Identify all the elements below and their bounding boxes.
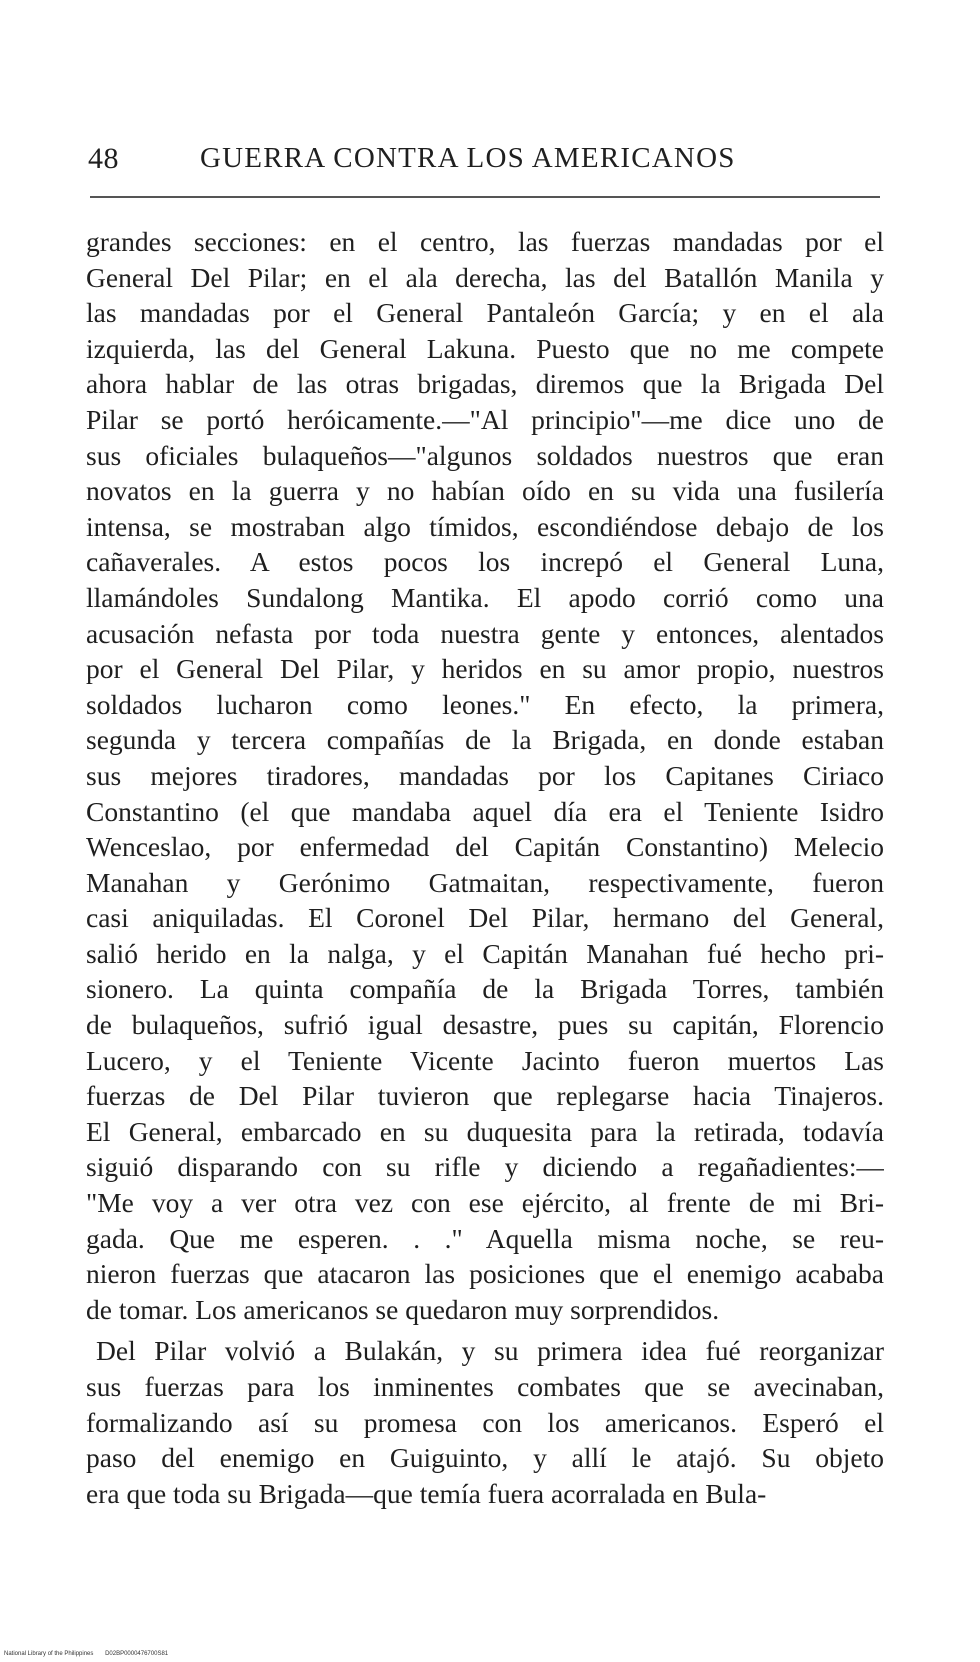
footer-code: D02BP0000476700S81 [105,1651,169,1657]
text-line: las mandadas por el General Pantaleón García; y en el ala [86,297,884,329]
text-line: segunda y tercera compañías de la Brigada, en donde estaban [86,724,884,756]
text-line: formalizando así su promesa con los americanos. Esperó el [86,1406,884,1438]
text-line: "Me voy a ver otra vez con ese ejército, al frente de mi Bri- [86,1187,884,1219]
paragraph [86,224,884,1327]
text-line: Del Pilar volvió a Bulakán, y su primera idea fué reorganizar [96,1335,884,1367]
text-line: cañaverales. A estos pocos los increpó el General Luna, [86,546,884,578]
text-line: era que toda su Brigada—que temía fuera acorralada en Bula- [86,1477,767,1509]
page-number: 48 [88,142,119,175]
paragraph [86,1333,884,1511]
text-line: intensa, se mostraban algo tímidos, escondiéndose debajo de los [86,510,884,542]
text-line: acusación nefasta por toda nuestra gente y entonces, alentados [86,617,884,649]
text-line: El General, embarcado en su duquesita para la retirada, todavía [86,1115,884,1147]
running-title: GUERRA CONTRA LOS AMERICANOS [200,142,736,174]
text-line: casi aniquiladas. El Coronel Del Pilar, hermano del General, [86,902,884,934]
text-line: izquierda, las del General Lakuna. Puesto que no me compete [86,332,884,364]
text-line: sionero. La quinta compañía de la Brigada Torres, también [86,973,884,1005]
text-line: Pilar se portó heróicamente.—"Al principio"—me dice uno de [86,403,884,435]
text-line: nieron fuerzas que atacaron las posiciones que el enemigo acababa [86,1258,884,1290]
text-line: paso del enemigo en Guiguinto, y allí le atajó. Su objeto [86,1442,884,1474]
scan-footer [4,1651,178,1657]
header-rule [90,196,880,198]
text-line: siguió disparando con su rifle y diciendo a regañadientes:— [86,1151,884,1183]
text-line: ahora hablar de las otras brigadas, diremos que la Brigada Del [86,368,884,400]
text-line: sus fuerzas para los inminentes combates que se avecinaban, [86,1371,884,1402]
text-line: sus oficiales bulaqueños—"algunos soldados nuestros que eran [86,439,884,471]
text-line: por el General Del Pilar, y heridos en su amor propio, nuestros [86,653,884,685]
text-line: gada. Que me esperen. . ." Aquella misma noche, se reu- [86,1222,884,1254]
text-line: novatos en la guerra y no habían oído en su vida una fusilería [86,475,884,507]
text-line: de tomar. Los americanos se quedaron muy sorprendidos. [86,1293,720,1325]
text-line: soldados lucharon como leones." En efecto, la primera, [86,688,884,720]
text-line: de bulaqueños, sufrió igual desastre, pues su capitán, Florencio [86,1009,884,1041]
text-line: Lucero, y el Teniente Vicente Jacinto fueron muertos Las [86,1044,884,1076]
text-line: fuerzas de Del Pilar tuvieron que replegarse hacia Tinajeros. [86,1080,884,1112]
body-text [86,224,884,1511]
text-line: sus mejores tiradores, mandadas por los Capitanes Ciriaco [86,759,884,791]
text-line: Constantino (el que mandaba aquel día era el Teniente Isidro [86,795,884,827]
text-line: llamándoles Sundalong Mantika. El apodo corrió como una [86,581,884,613]
page-header [88,142,888,182]
text-line: salió herido en la nalga, y el Capitán Manahan fué hecho pri- [86,937,884,969]
text-line: Manahan y Gerónimo Gatmaitan, respectivamente, fueron [86,866,884,898]
text-line: Wenceslao, por enfermedad del Capitán Constantino) Melecio [86,831,884,863]
text-line: General Del Pilar; en el ala derecha, las del Batallón Manila y [86,261,884,293]
text-line: grandes secciones: en el centro, las fuerzas mandadas por el [86,226,884,257]
footer-library: National Library of the Philippines [4,1651,94,1657]
